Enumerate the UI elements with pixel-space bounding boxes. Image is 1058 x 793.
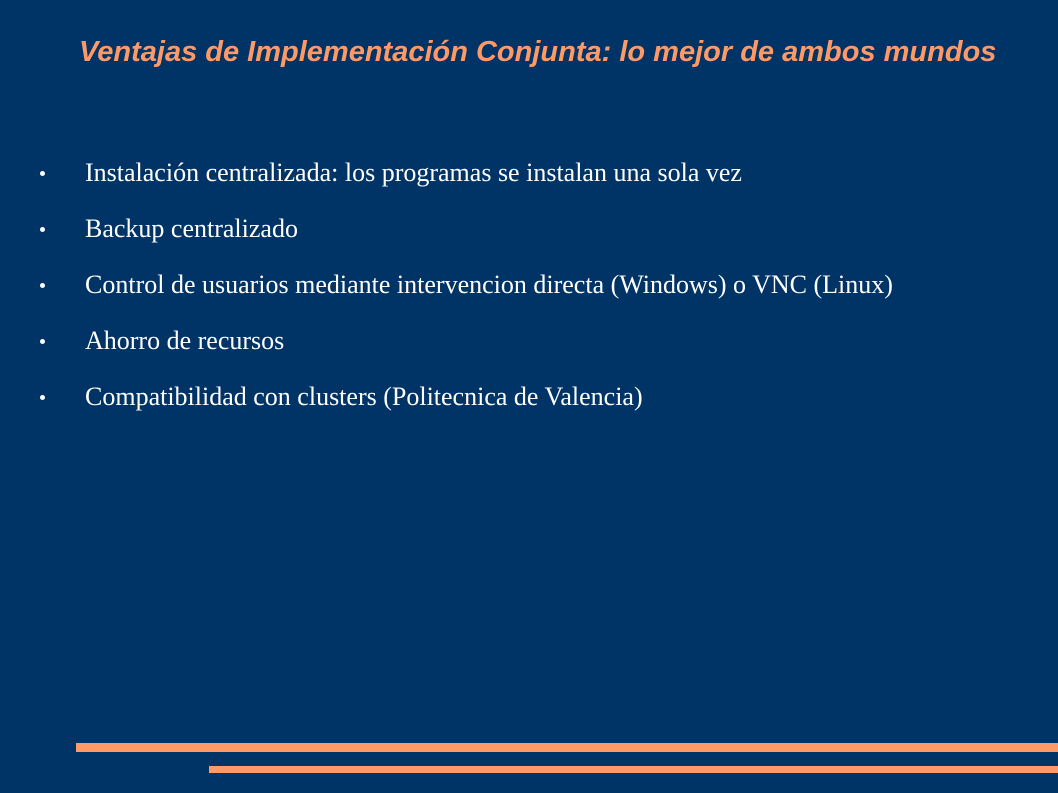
bullet-item — [40, 212, 1000, 246]
bullet-dot-icon — [40, 339, 45, 344]
bullet-text: Instalación centralizada: los programas se instalan una sola vez — [85, 158, 742, 187]
bullet-text: Backup centralizado — [85, 214, 298, 243]
bullet-text: Control de usuarios mediante intervencion directa (Windows) o VNC (Linux) — [85, 270, 893, 299]
bullet-dot-icon — [40, 283, 45, 288]
bullet-dot-icon — [40, 395, 45, 400]
bullet-item — [40, 324, 1000, 358]
bullet-text: Ahorro de recursos — [85, 326, 285, 355]
bullet-text: Compatibilidad con clusters (Politecnica de Valencia) — [85, 382, 643, 411]
decorative-bar-top — [76, 743, 1058, 752]
bullet-dot-icon — [40, 171, 45, 176]
bullet-item — [40, 380, 1000, 414]
bullet-dot-icon — [40, 227, 45, 232]
decorative-bar-bottom — [209, 766, 1058, 773]
bullet-item — [40, 156, 1000, 190]
bullet-list — [40, 156, 1000, 436]
slide-title: Ventajas de Implementación Conjunta: lo mejor de ambos mundos — [79, 36, 997, 68]
bullet-item — [40, 268, 1000, 302]
